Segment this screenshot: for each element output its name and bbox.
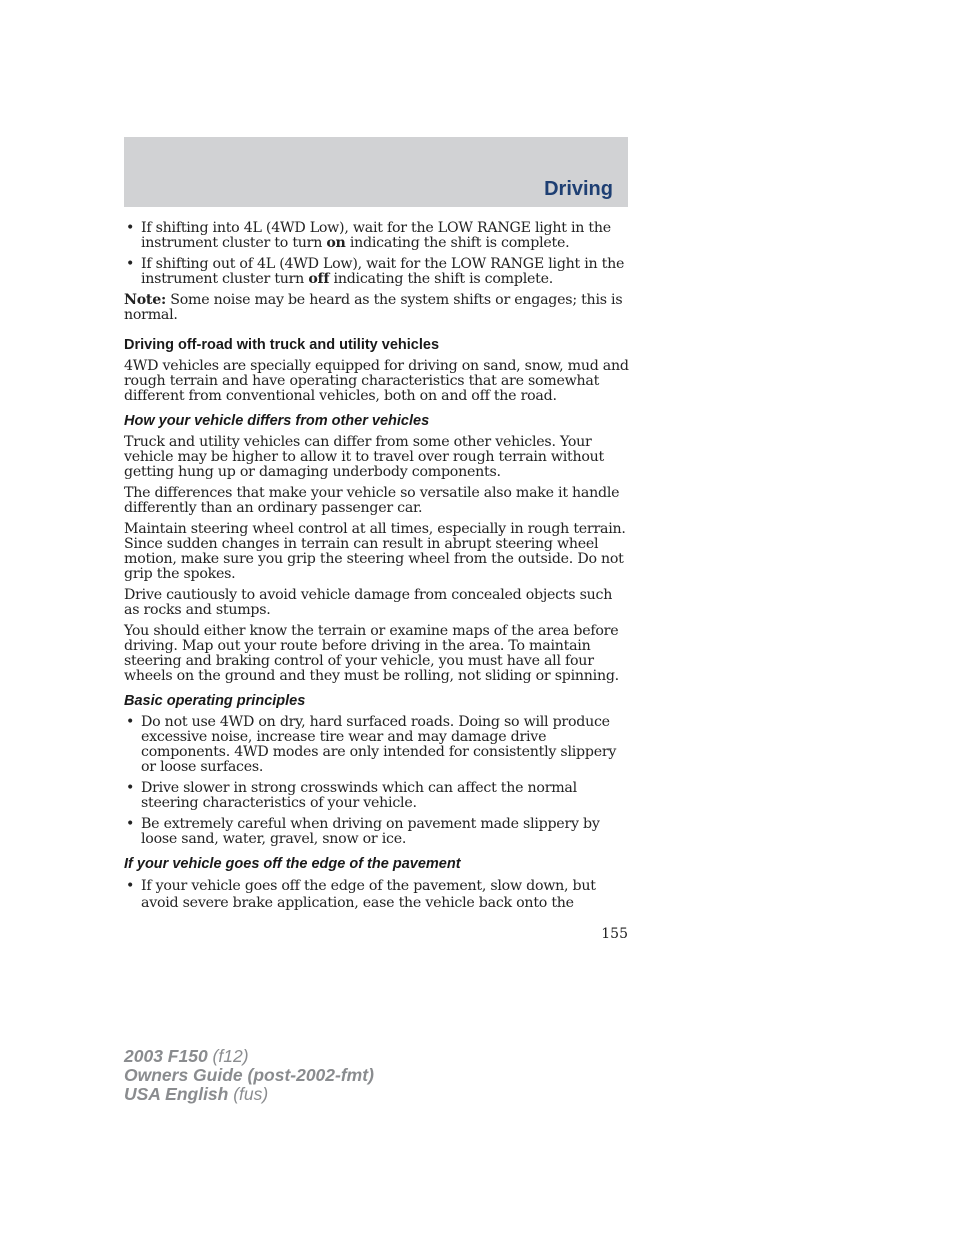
bullet-icon: • (126, 256, 135, 272)
list-item (124, 257, 630, 287)
document-footer (124, 1047, 374, 1104)
footer-language: USA English (124, 1084, 229, 1104)
note-text: Some noise may be heard as the system shifts or engages; this is normal. (124, 292, 623, 323)
list-item-text: Be extremely careful when driving on pavement made slippery by loose sand, water, gravel, snow or ice. (141, 816, 600, 847)
list-item-text: Drive slower in strong crosswinds which can affect the normal steering characteristics of your vehicle. (141, 780, 577, 811)
page-number: 155 (601, 926, 628, 942)
emphasis-text: off (308, 271, 330, 287)
list-item (124, 878, 630, 912)
footer-language-code: (fus) (228, 1084, 269, 1104)
footer-model-code: (f12) (207, 1046, 249, 1066)
footer-model: 2003 F150 (124, 1046, 208, 1066)
list-item-text: If shifting out of 4L (4WD Low), wait for the LOW RANGE light in the instrument cluster turn (141, 256, 625, 287)
bullet-icon: • (126, 878, 135, 894)
bullet-icon: • (126, 816, 135, 832)
bullet-icon: • (126, 220, 135, 236)
body-paragraph: Drive cautiously to avoid vehicle damage from concealed objects such as rocks and stumps. (124, 587, 613, 618)
list-item (124, 781, 630, 811)
offroad-paragraph: 4WD vehicles are specially equipped for driving on sand, snow, mud and rough terrain and have operating characteristics that are somewhat different from conventional vehicles, both on and off the road. (124, 358, 629, 404)
page-content (124, 221, 630, 918)
footer-language-line (124, 1085, 374, 1104)
offroad-heading: Driving off-road with truck and utility vehicles (124, 337, 440, 353)
differs-heading: How your vehicle differs from other vehicles (124, 413, 430, 429)
pavement-edge-list (124, 878, 630, 912)
list-item-text: indicating the shift is complete. (329, 271, 553, 287)
basic-principles-list (124, 715, 630, 847)
pavement-edge-heading: If your vehicle goes off the edge of the pavement (124, 856, 461, 872)
emphasis-text: on (326, 235, 346, 251)
list-item-text: If shifting into 4L (4WD Low), wait for the LOW RANGE light in the instrument cluster to turn (141, 220, 611, 251)
body-paragraph: The differences that make your vehicle so versatile also make it handle differently than an ordinary passenger car. (124, 485, 620, 516)
bullet-icon: • (126, 714, 135, 730)
note-paragraph (124, 293, 630, 323)
body-paragraph: Truck and utility vehicles can differ from some other vehicles. Your vehicle may be higher to allow it to travel over rough terrain without getting hung up or damaging underbody components. (124, 434, 605, 480)
list-item-text: Do not use 4WD on dry, hard surfaced roads. Doing so will produce excessive noise, increase tire wear and may damage drive components. 4WD modes are only intended for consistently slippery or loose surfaces. (141, 714, 617, 775)
footer-guide-line: Owners Guide (post-2002-fmt) (124, 1065, 374, 1085)
section-header-bar (124, 137, 628, 207)
list-item (124, 221, 630, 251)
body-paragraph: Maintain steering wheel control at all times, especially in rough terrain. Since sudden changes in terrain can result in abrupt steering wheel motion, make sure you grip the steering wheel from the outside. Do not grip the spokes. (124, 521, 626, 582)
list-item (124, 715, 630, 775)
intro-bullet-list (124, 221, 630, 287)
list-item-text: If your vehicle goes off the edge of the pavement, slow down, but avoid severe brake application, ease the vehicle back onto the (141, 878, 596, 911)
note-label: Note: (124, 292, 166, 308)
list-item (124, 817, 630, 847)
basic-principles-heading: Basic operating principles (124, 693, 306, 709)
footer-model-line (124, 1047, 374, 1066)
list-item-text: indicating the shift is complete. (345, 235, 570, 251)
bullet-icon: • (126, 780, 135, 796)
section-title: Driving (544, 178, 613, 200)
body-paragraph: You should either know the terrain or examine maps of the area before driving. Map out your route before driving in the area. To maintain steering and braking control of your vehicle, you must have all four wheels on the ground and they must be rolling, not sliding or spinning. (124, 623, 619, 684)
